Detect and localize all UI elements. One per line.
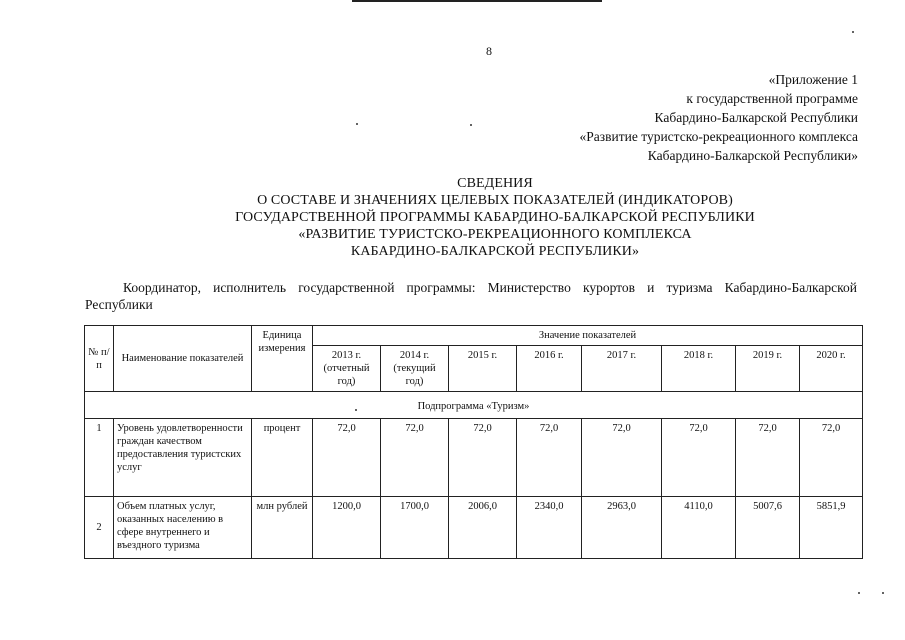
row-value: 2006,0 <box>449 497 517 559</box>
header-year: 2015 г. <box>449 346 517 392</box>
row-value: 2340,0 <box>517 497 582 559</box>
appendix-note <box>580 70 858 165</box>
row-value: 5007,6 <box>736 497 800 559</box>
row-value: 72,0 <box>662 419 736 497</box>
title-line: ГОСУДАРСТВЕННОЙ ПРОГРАММЫ КАБАРДИНО-БАЛКАРСКОЙ РЕСПУБЛИКИ <box>235 210 755 225</box>
header-year: 2017 г. <box>582 346 662 392</box>
scan-speck <box>355 409 357 411</box>
row-value: 5851,9 <box>800 497 863 559</box>
header-num: № п/п <box>85 326 114 392</box>
coordinator-text: Координатор, исполнитель государственной программы: Министерство курортов и туризма Кабардино-Балкарской Республики <box>85 280 857 312</box>
scan-speck <box>852 31 854 33</box>
row-value: 72,0 <box>800 419 863 497</box>
row-value: 72,0 <box>381 419 449 497</box>
header-row <box>85 326 863 346</box>
title-line: «РАЗВИТИЕ ТУРИСТСКО-РЕКРЕАЦИОННОГО КОМПЛЕКСА <box>298 227 692 242</box>
header-year: 2019 г. <box>736 346 800 392</box>
header-year: 2016 г. <box>517 346 582 392</box>
row-num: 1 <box>85 419 114 497</box>
subprogram-title: Подпрограмма «Туризм» <box>85 392 863 419</box>
table-row <box>85 497 863 559</box>
row-value: 1700,0 <box>381 497 449 559</box>
scan-top-line <box>352 0 602 2</box>
row-value: 72,0 <box>449 419 517 497</box>
row-value: 72,0 <box>736 419 800 497</box>
header-year: 2014 г. (текущий год) <box>381 346 449 392</box>
row-unit: процент <box>252 419 313 497</box>
row-name: Уровень удовлетворенности граждан качеством предоставления туристских услуг <box>114 419 252 497</box>
header-name: Наименование показателей <box>114 326 252 392</box>
subprogram-row <box>85 392 863 419</box>
appendix-line: Кабардино-Балкарской Республики <box>654 110 858 125</box>
title-line: КАБАРДИНО-БАЛКАРСКОЙ РЕСПУБЛИКИ» <box>350 244 640 259</box>
header-year: 2013 г. (отчетный год) <box>313 346 381 392</box>
header-year: 2020 г. <box>800 346 863 392</box>
row-value: 72,0 <box>582 419 662 497</box>
row-name: Объем платных услуг, оказанных населению в сфере внутреннего и въездного туризма <box>114 497 252 559</box>
header-values-group: Значение показателей <box>313 326 863 346</box>
scan-speck <box>882 592 884 594</box>
appendix-line: «Развитие туристско-рекреационного комплекса <box>579 129 858 144</box>
indicators-table <box>84 325 863 559</box>
title-line: О СОСТАВЕ И ЗНАЧЕНИЯХ ЦЕЛЕВЫХ ПОКАЗАТЕЛЕЙ (ИНДИКАТОРОВ) <box>257 193 733 208</box>
appendix-line: к государственной программе <box>686 91 858 106</box>
row-value: 2963,0 <box>582 497 662 559</box>
appendix-line: «Приложение 1 <box>768 72 858 87</box>
scan-speck <box>858 592 860 594</box>
document-title <box>85 175 905 260</box>
row-unit: млн рублей <box>252 497 313 559</box>
title-line: СВЕДЕНИЯ <box>457 176 533 191</box>
header-year: 2018 г. <box>662 346 736 392</box>
header-unit: Единица измерения <box>252 326 313 392</box>
scan-speck <box>356 123 358 125</box>
scan-speck <box>470 124 472 126</box>
row-num: 2 <box>85 497 114 559</box>
appendix-line: Кабардино-Балкарской Республики» <box>647 148 858 163</box>
row-value: 72,0 <box>313 419 381 497</box>
row-value: 4110,0 <box>662 497 736 559</box>
page-number: 8 <box>486 44 492 58</box>
row-value: 1200,0 <box>313 497 381 559</box>
table-row <box>85 419 863 497</box>
row-value: 72,0 <box>517 419 582 497</box>
